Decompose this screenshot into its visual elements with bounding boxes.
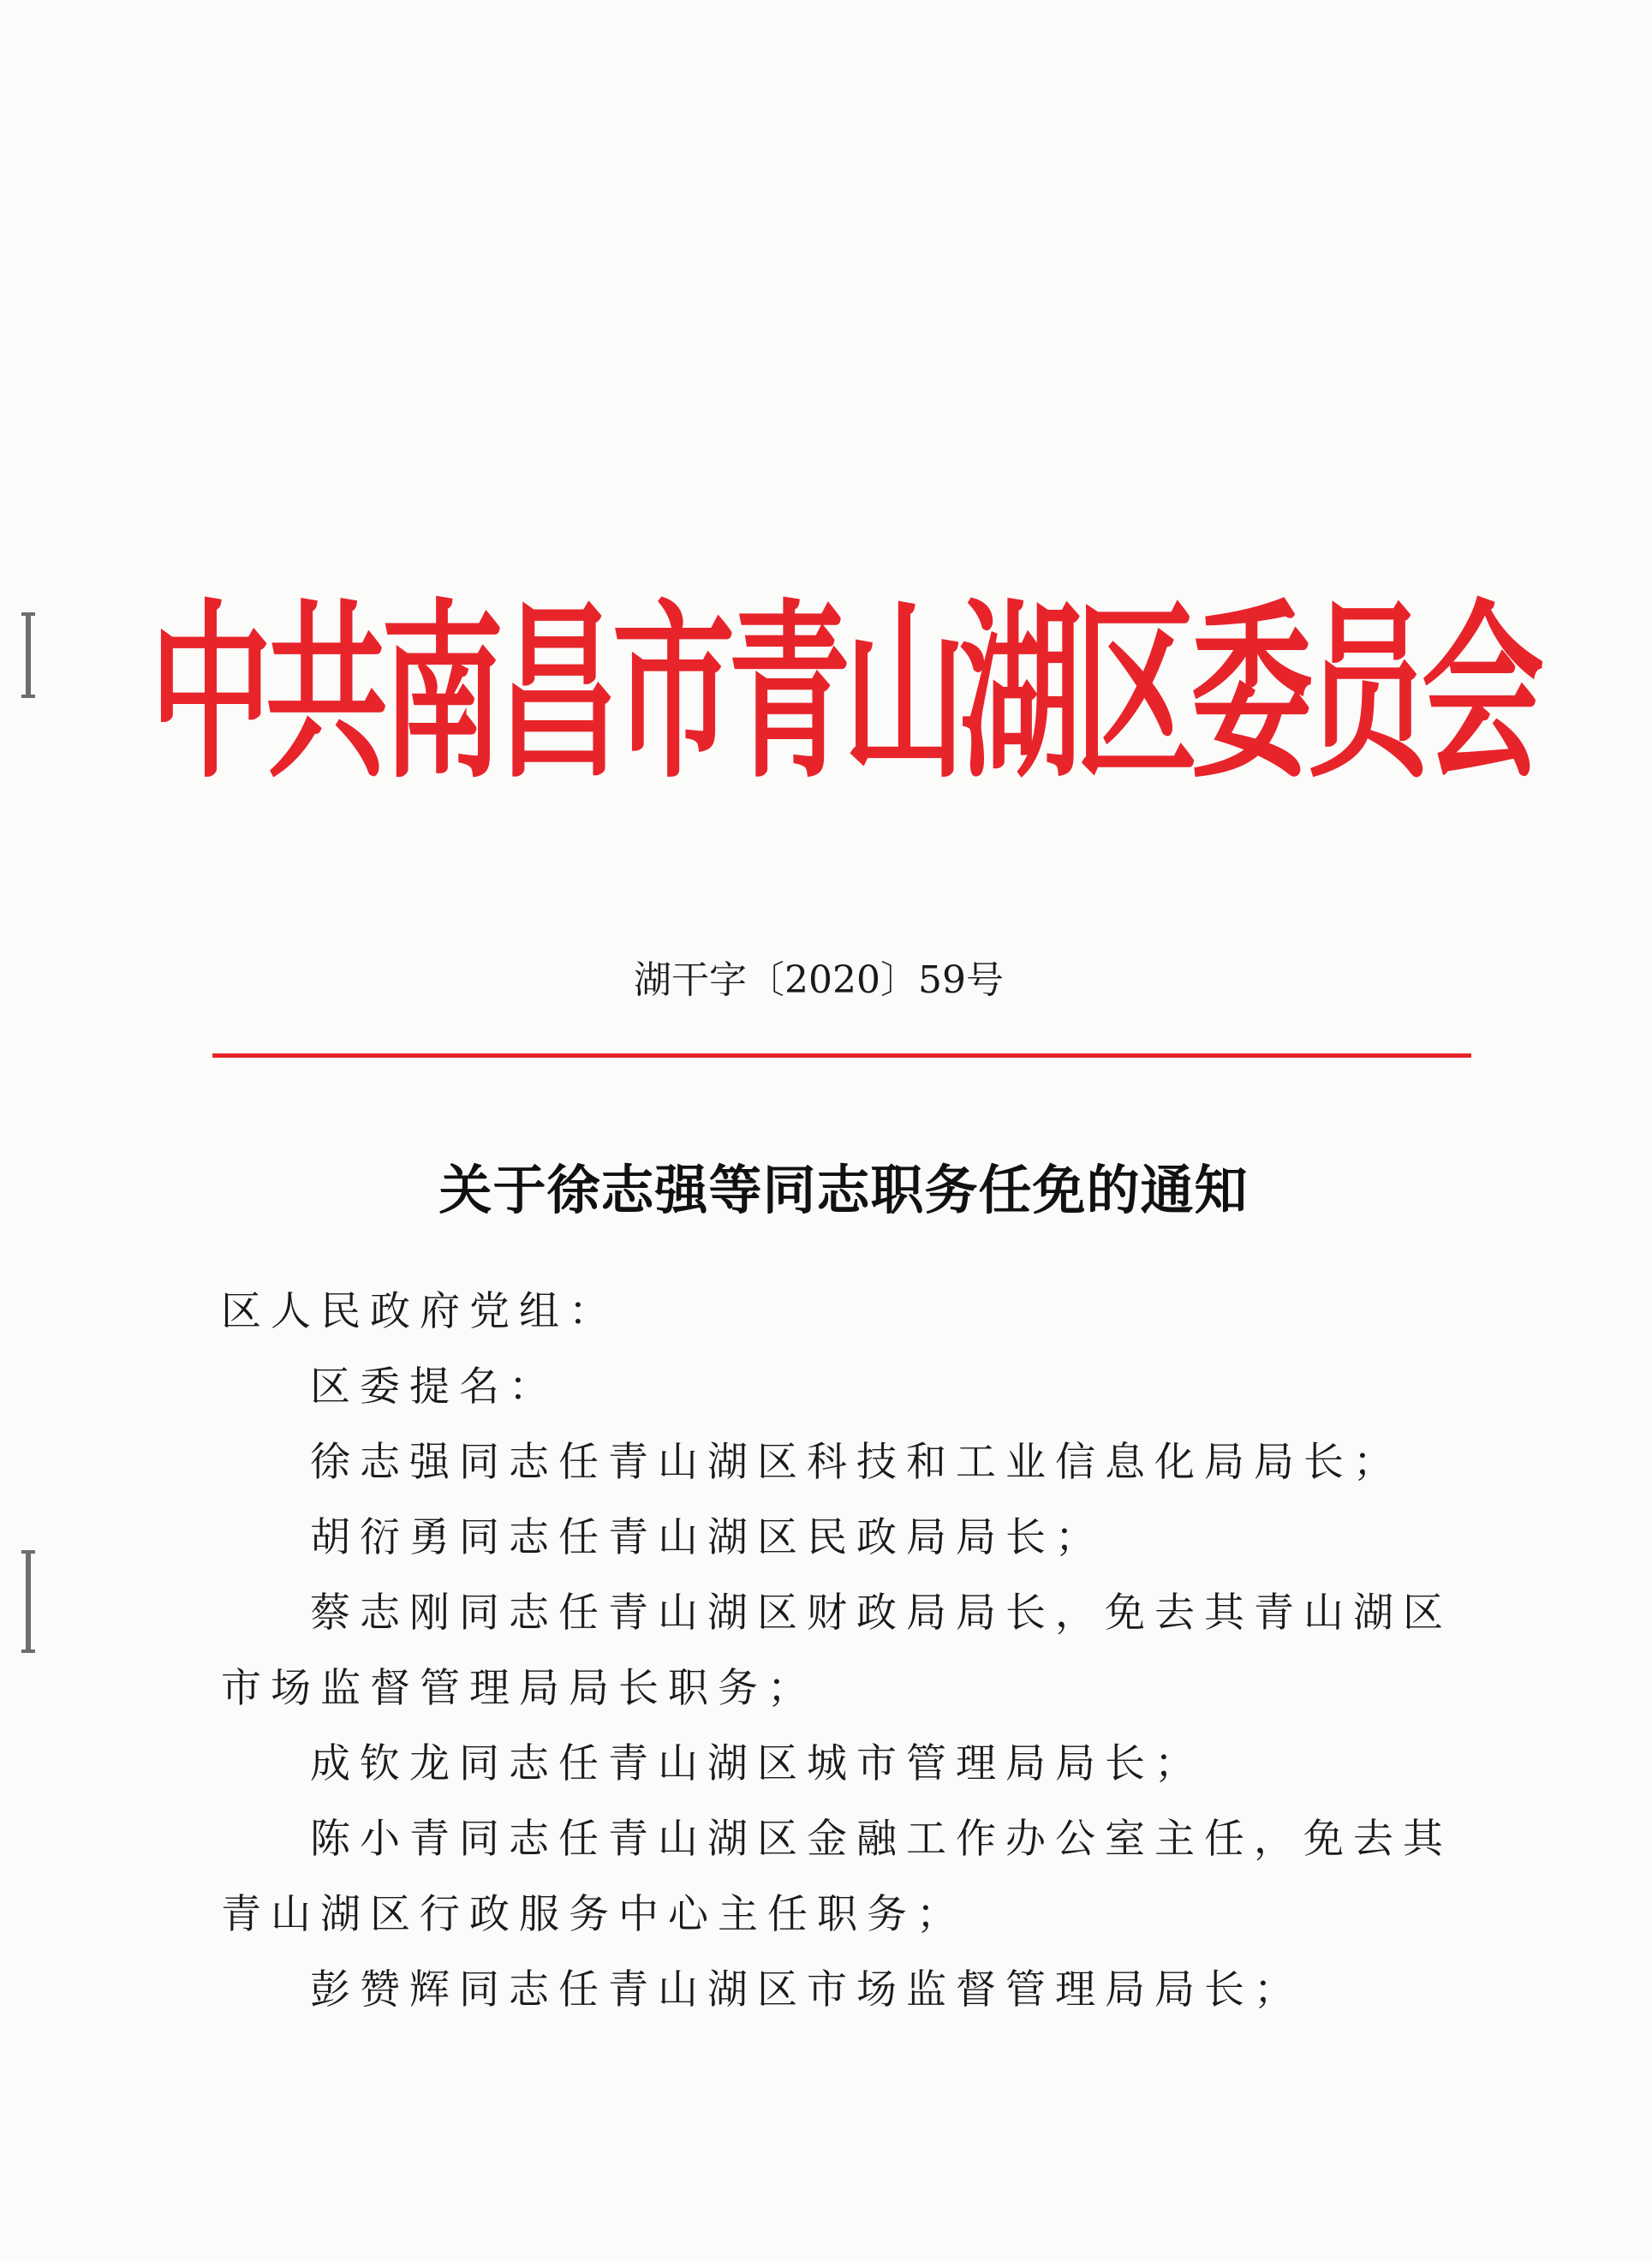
body-paragraph: 胡衍勇同志任青山湖区民政局局长； [310,1514,1105,1561]
issuing-organization-title: 中共南昌市青山湖区委员会 [150,582,1537,804]
document-number: 湖干字〔2020〕59号 [634,958,1004,1002]
body-paragraph: 区委提名： [310,1363,558,1411]
body-paragraph: 蔡志刚同志任青山湖区财政局局长，免去其青山湖区市场监督管理局局长职务； [221,1590,1452,1712]
body-paragraph: 徐志强同志任青山湖区科技和工业信息化局局长； [310,1439,1403,1486]
staple-bottom [26,1550,31,1653]
red-divider-line [212,1053,1471,1058]
addressee: 区人民政府党组： [221,1288,618,1335]
document-body [221,1274,1471,2028]
staple-top [26,612,31,698]
body-paragraph: 陈小青同志任青山湖区金融工作办公室主任，免去其青山湖区行政服务中心主任职务； [221,1816,1452,1938]
document-title: 关于徐志强等同志职务任免的通知 [438,1159,1249,1221]
body-paragraph: 成钦龙同志任青山湖区城市管理局局长； [310,1740,1204,1787]
body-paragraph: 彭赞辉同志任青山湖区市场监督管理局局长； [310,1966,1303,2013]
